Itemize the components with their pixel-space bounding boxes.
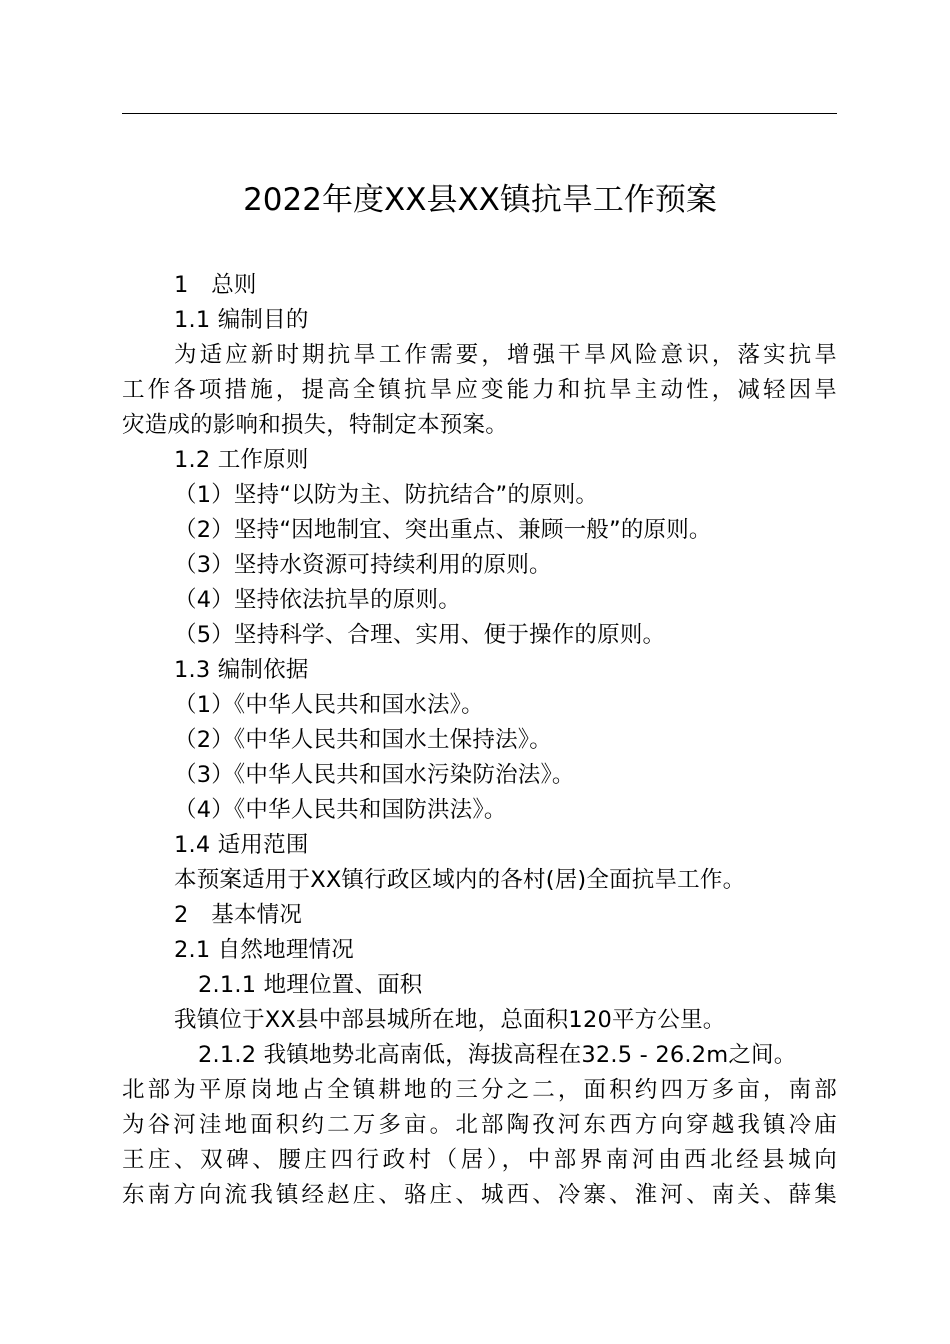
list-item: （1）《中华人民共和国水法》。 bbox=[174, 692, 484, 718]
document-title: 2022年度XX县XX镇抗旱工作预案 bbox=[243, 182, 717, 218]
paragraph-line: 2.1.2 我镇地势北高南低，海拔高程在32.5 - 26.2m之间。 bbox=[198, 1042, 797, 1068]
list-item: （4）坚持依法抗旱的原则。 bbox=[174, 587, 461, 613]
subsection-heading: 2.1 自然地理情况 bbox=[174, 937, 354, 963]
subsection-heading: 1.4 适用范围 bbox=[174, 832, 309, 858]
paragraph-line: 为适应新时期抗旱工作需要，增强干旱风险意识，落实抗旱 bbox=[174, 342, 837, 368]
paragraph-line: 东南方向流我镇经赵庄、骆庄、城西、冷寨、淮河、南关、薛集 bbox=[122, 1182, 837, 1208]
subsection-heading: 1.2 工作原则 bbox=[174, 447, 309, 473]
header-rule bbox=[122, 113, 837, 114]
subsection-heading: 1.3 编制依据 bbox=[174, 657, 309, 683]
list-item: （2）坚持“因地制宜、突出重点、兼顾一般”的原则。 bbox=[174, 517, 712, 543]
list-item: （5）坚持科学、合理、实用、便于操作的原则。 bbox=[174, 622, 666, 648]
paragraph-line: 工作各项措施，提高全镇抗旱应变能力和抗旱主动性，减轻因旱 bbox=[122, 377, 837, 403]
subsection-heading: 1.1 编制目的 bbox=[174, 307, 309, 333]
paragraph-line: 王庄、双碑、腰庄四行政村（居），中部界南河由西北经县城向 bbox=[122, 1147, 837, 1173]
paragraph-line: 我镇位于XX县中部县城所在地，总面积120平方公里。 bbox=[174, 1007, 726, 1033]
paragraph-line: 本预案适用于XX镇行政区域内的各村(居)全面抗旱工作。 bbox=[174, 867, 746, 893]
section-heading: 1 总则 bbox=[174, 272, 257, 298]
section-heading: 2 基本情况 bbox=[174, 902, 303, 928]
list-item: （4）《中华人民共和国防洪法》。 bbox=[174, 797, 507, 823]
paragraph-line: 灾造成的影响和损失，特制定本预案。 bbox=[122, 412, 508, 438]
list-item: （3）坚持水资源可持续利用的原则。 bbox=[174, 552, 552, 578]
subsubsection-heading: 2.1.1 地理位置、面积 bbox=[198, 972, 423, 998]
paragraph-line: 为谷河洼地面积约二万多亩。北部陶孜河东西方向穿越我镇冷庙 bbox=[122, 1112, 837, 1138]
list-item: （1）坚持“以防为主、防抗结合”的原则。 bbox=[174, 482, 599, 508]
list-item: （2）《中华人民共和国水土保持法》。 bbox=[174, 727, 552, 753]
paragraph-line: 北部为平原岗地占全镇耕地的三分之二，面积约四万多亩，南部 bbox=[122, 1077, 837, 1103]
list-item: （3）《中华人民共和国水污染防治法》。 bbox=[174, 762, 575, 788]
